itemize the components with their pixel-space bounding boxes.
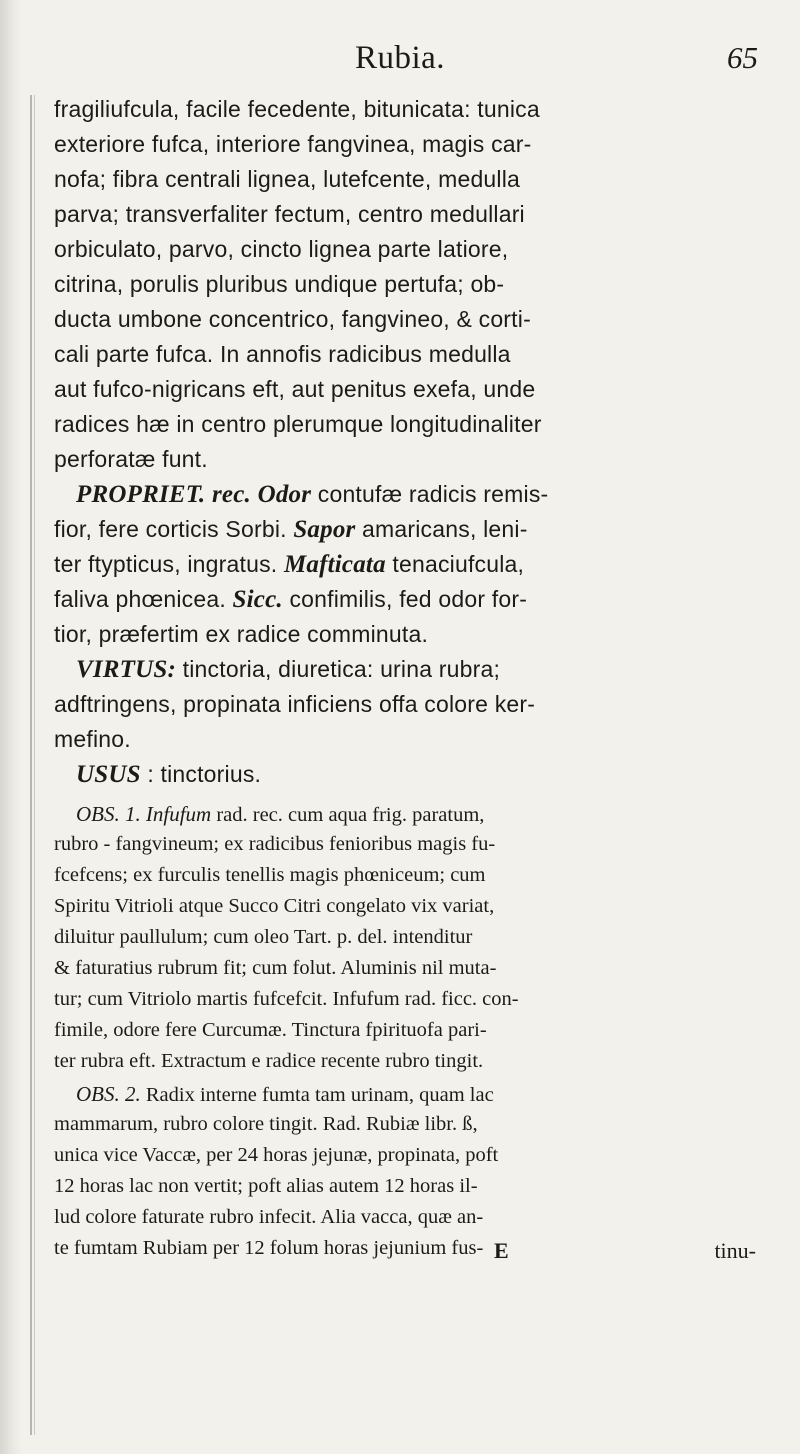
propriet-line: PROPRIET. rec. Odor contufæ radicis remis- [76,481,549,508]
text-line: ter ftypticus, ingratus. Mafticata tenaciufcula, [54,551,525,578]
text-line: tior, præfertim ex radice comminuta. [54,621,429,647]
usus-line: USUS : tinctorius. [76,761,262,788]
masticata-label: Mafticata [283,551,386,578]
sicc-label: Sicc. [232,586,283,613]
running-head: Rubia. [354,40,446,76]
propriet-heading: PROPRIET. [76,481,206,508]
text-line: fimile, odore fere Curcumæ. Tinctura fpirituofa pari- [54,1019,487,1041]
usus-heading: USUS [76,761,141,788]
text-line: fcefcens; ex furculis tenellis magis phœniceum; cum [54,864,486,886]
text-line: radices hæ in centro plerumque longitudinaliter [54,411,542,437]
obs1-heading: OBS. 1. [76,802,141,826]
text-line: aut fufco-nigricans eft, aut penitus exefa, unde [54,376,536,402]
text-line: mammarum, rubro colore tingit. Rad. Rubiæ libr. ß, [54,1113,478,1135]
gutter-shadow [0,0,22,1454]
virtus-heading: VIRTUS: [76,656,177,683]
catchword: tinu- [714,1238,756,1263]
odor-label: Odor [257,481,312,508]
text-line: unica vice Vaccæ, per 24 horas jejunæ, propinata, poft [54,1144,499,1166]
margin-rule [30,95,32,1435]
page-number: 65 [727,40,758,75]
text-line: rubro - fangvineum; ex radicibus fenioribus magis fu- [54,833,496,855]
rec-label: rec. [211,481,251,508]
signature-mark: E [494,1238,509,1263]
text-line: faliva phœnicea. Sicc. confimilis, fed odor for- [54,586,528,613]
text-line: ter rubra eft. Extractum e radice recente rubro tingit. [54,1050,484,1072]
sapor-label: Sapor [293,516,356,543]
text-line: 12 horas lac non vertit; poft alias autem 12 horas il- [54,1175,478,1197]
infufum-label: Infufum [145,802,212,826]
text-line: te fumtam Rubiam per 12 folum horas jejunium fus- [54,1237,484,1259]
text-line: diluitur paullulum; cum oleo Tart. p. del. intenditur [54,926,473,948]
obs1-line: OBS. 1. Infufum rad. rec. cum aqua frig. paratum, [76,802,485,826]
text-line: parva; transverfaliter fectum, centro medullari [54,201,525,227]
text-line: fragiliufcula, facile fecedente, bitunicata: tunica [54,96,540,122]
text-line: lud colore faturate rubro infecit. Alia vacca, quæ an- [54,1206,484,1228]
obs2-line: OBS. 2. Radix interne fumta tam urinam, quam lac [76,1082,494,1106]
text-line: mefino. [54,726,131,752]
text-line: exteriore fufca, interiore fangvinea, magis car- [54,131,532,157]
page-footer [54,1238,764,1268]
text-line: fior, fere corticis Sorbi. Sapor amaricans, leni- [54,516,528,543]
margin-rule-inner [34,95,35,1435]
text-line: perforatæ funt. [54,446,208,472]
virtus-line: VIRTUS: tinctoria, diuretica: urina rubra; [76,656,501,683]
obs2-heading: OBS. 2. [76,1082,141,1106]
text-line: & faturatius rubrum fit; cum folut. Aluminis nil muta- [54,957,497,979]
text-line: citrina, porulis pluribus undique pertufa; ob- [54,271,505,297]
text-line: cali parte fufca. In annofis radicibus medulla [54,341,511,367]
text-line: orbiculato, parvo, cincto lignea parte latiore, [54,236,509,262]
text-line: Spiritu Vitrioli atque Succo Citri congelato vix variat, [54,895,495,917]
text-line: adftringens, propinata inficiens offa colore ker- [54,691,536,717]
text-line: nofa; fibra centrali lignea, lutefcente, medulla [54,166,521,192]
text-line: tur; cum Vitriolo martis fufcefcit. Infufum rad. ficc. con- [54,988,519,1010]
text-line: ducta umbone concentrico, fangvineo, & corti- [54,306,531,332]
